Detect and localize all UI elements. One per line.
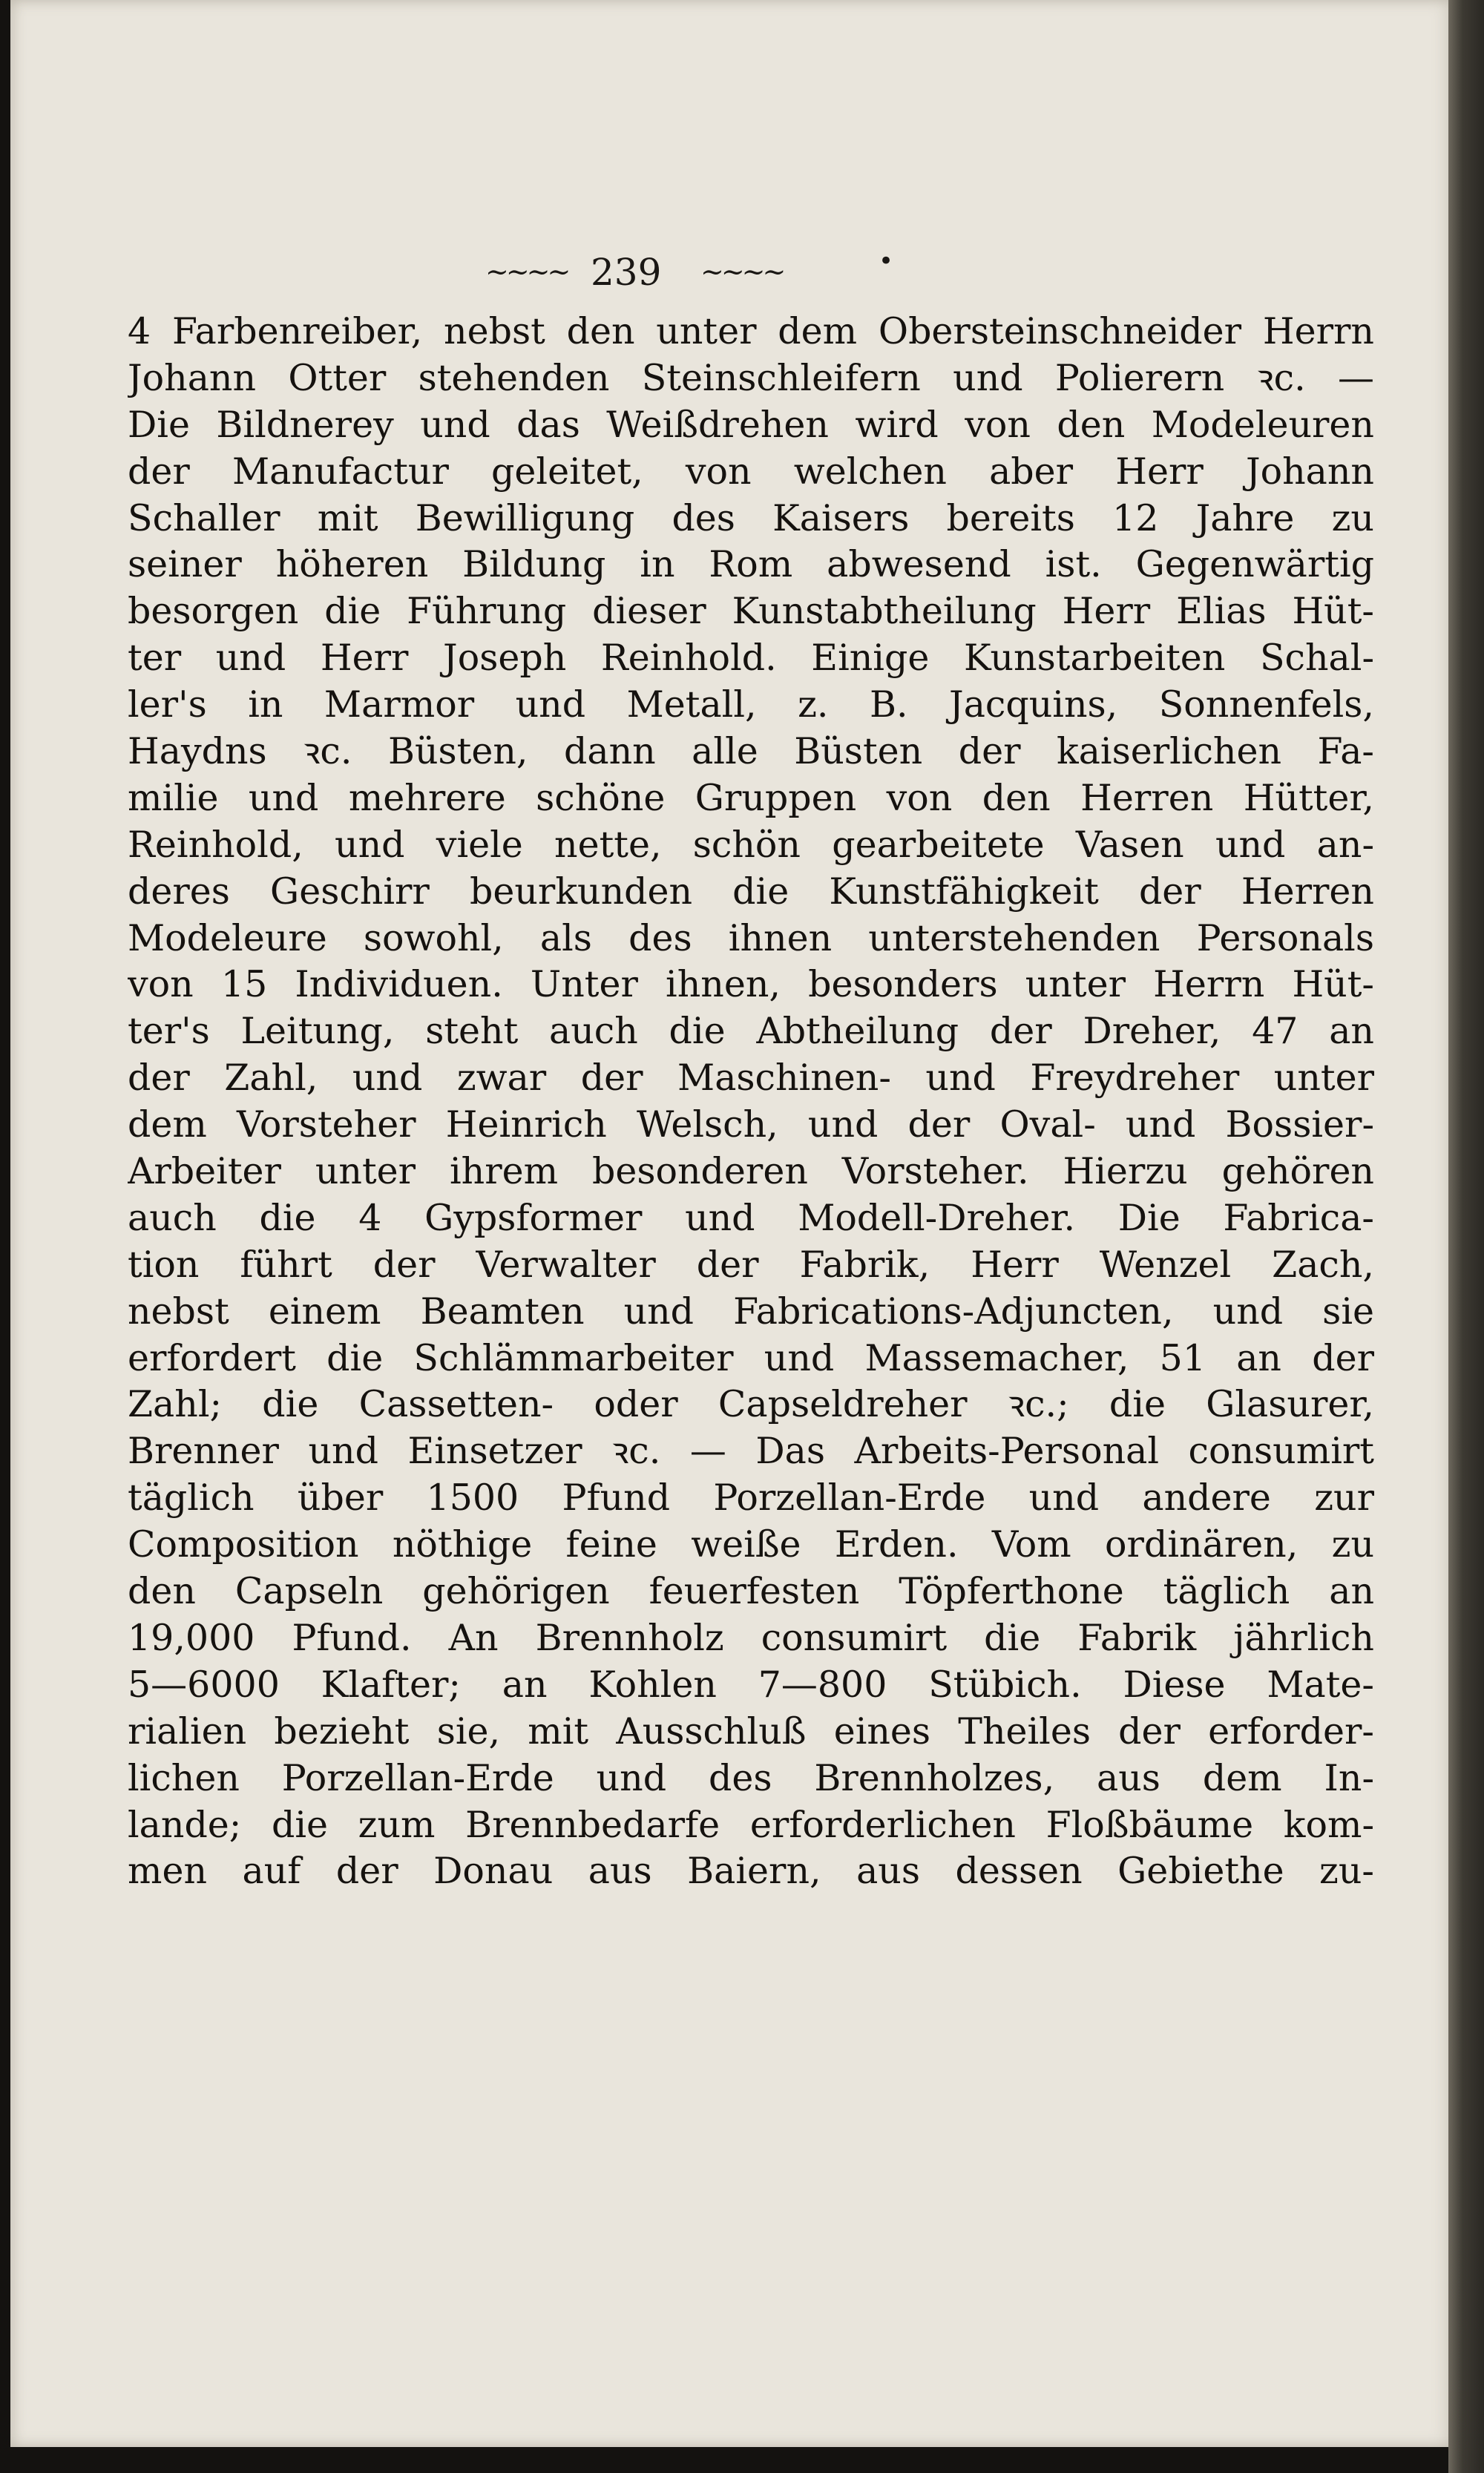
text-line: von 15 Individuen. Unter ihnen, besonders unter Herrn Hüt- <box>128 963 1374 1006</box>
text-line: deres Geschirr beurkunden die Kunstfähigkeit der Herren <box>128 870 1374 913</box>
running-header <box>456 246 916 310</box>
text-line: Composition nöthige feine weiße Erden. Vom ordinären, zu <box>128 1523 1374 1566</box>
text-line: Die Bildnerey und das Weißdrehen wird von den Modeleuren <box>128 403 1374 446</box>
text-line: Zahl; die Cassetten- oder Capseldreher ꝛc.; die Glasurer, <box>128 1383 1374 1426</box>
text-line: tion führt der Verwalter der Fabrik, Herr Wenzel Zach, <box>128 1243 1374 1286</box>
text-line: ter und Herr Joseph Reinhold. Einige Kunstarbeiten Schal- <box>128 637 1374 680</box>
text-line: Brenner und Einsetzer ꝛc. — Das Arbeits-Personal consumirt <box>128 1430 1374 1473</box>
text-line: Reinhold, und viele nette, schön gearbeitete Vasen und an- <box>128 823 1374 866</box>
text-line: Modeleure sowohl, als des ihnen unterstehenden Personals <box>128 916 1374 959</box>
text-line: 19,000 Pfund. An Brennholz consumirt die Fabrik jährlich <box>128 1616 1374 1659</box>
text-line: seiner höheren Bildung in Rom abwesend ist. Gegenwärtig <box>128 543 1374 586</box>
text-line: 4 Farbenreiber, nebst den unter dem Obersteinschneider Herrn <box>128 310 1374 352</box>
page-number: 239 <box>591 251 662 294</box>
header-dot-mark: • <box>879 246 894 276</box>
body-text <box>128 309 1374 1895</box>
text-line: erfordert die Schlämmarbeiter und Massemacher, 51 an der <box>128 1336 1374 1379</box>
header-ornament-right: ~~~~ <box>700 255 784 288</box>
text-line: auch die 4 Gypsformer und Modell-Dreher. Die Fabrica- <box>128 1196 1374 1239</box>
text-line: nebst einem Beamten und Fabrications-Adjuncten, und sie <box>128 1290 1374 1333</box>
text-line: den Capseln gehörigen feuerfesten Töpferthone täglich an <box>128 1570 1374 1613</box>
text-line: 5—6000 Klafter; an Kohlen 7—800 Stübich. Diese Mate- <box>128 1663 1374 1706</box>
text-line: rialien bezieht sie, mit Ausschluß eines Theiles der erforder- <box>128 1710 1374 1753</box>
text-line: Haydns ꝛc. Büsten, dann alle Büsten der kaiserlichen Fa- <box>128 730 1374 773</box>
text-line: dem Vorsteher Heinrich Welsch, und der Oval- und Bossier- <box>128 1103 1374 1146</box>
text-line: täglich über 1500 Pfund Porzellan-Erde und andere zur <box>128 1477 1374 1520</box>
text-line: ler's in Marmor und Metall, z. B. Jacquins, Sonnenfels, <box>128 683 1374 726</box>
text-line: Schaller mit Bewilligung des Kaisers bereits 12 Jahre zu <box>128 496 1374 539</box>
text-line: Arbeiter unter ihrem besonderen Vorsteher. Hierzu gehören <box>128 1150 1374 1193</box>
text-line: lichen Porzellan-Erde und des Brennholzes, aus dem In- <box>128 1756 1374 1799</box>
text-line: milie und mehrere schöne Gruppen von den Herren Hütter, <box>128 776 1374 819</box>
text-line: ter's Leitung, steht auch die Abtheilung der Dreher, 47 an <box>128 1010 1374 1053</box>
paper-page <box>10 0 1454 2447</box>
text-line: besorgen die Führung dieser Kunstabtheilung Herr Elias Hüt- <box>128 590 1374 633</box>
text-line: lande; die zum Brennbedarfe erforderlichen Floßbäume kom- <box>128 1803 1374 1846</box>
text-line: men auf der Donau aus Baiern, aus dessen Gebiethe zu- <box>128 1850 1374 1893</box>
text-line: Johann Otter stehenden Steinschleifern und Polierern ꝛc. — <box>128 356 1374 399</box>
page-edge <box>1448 0 1484 2473</box>
text-line: der Zahl, und zwar der Maschinen- und Freydreher unter <box>128 1057 1374 1100</box>
header-ornament-left: ~~~~ <box>485 255 568 288</box>
text-line: der Manufactur geleitet, von welchen aber Herr Johann <box>128 450 1374 493</box>
